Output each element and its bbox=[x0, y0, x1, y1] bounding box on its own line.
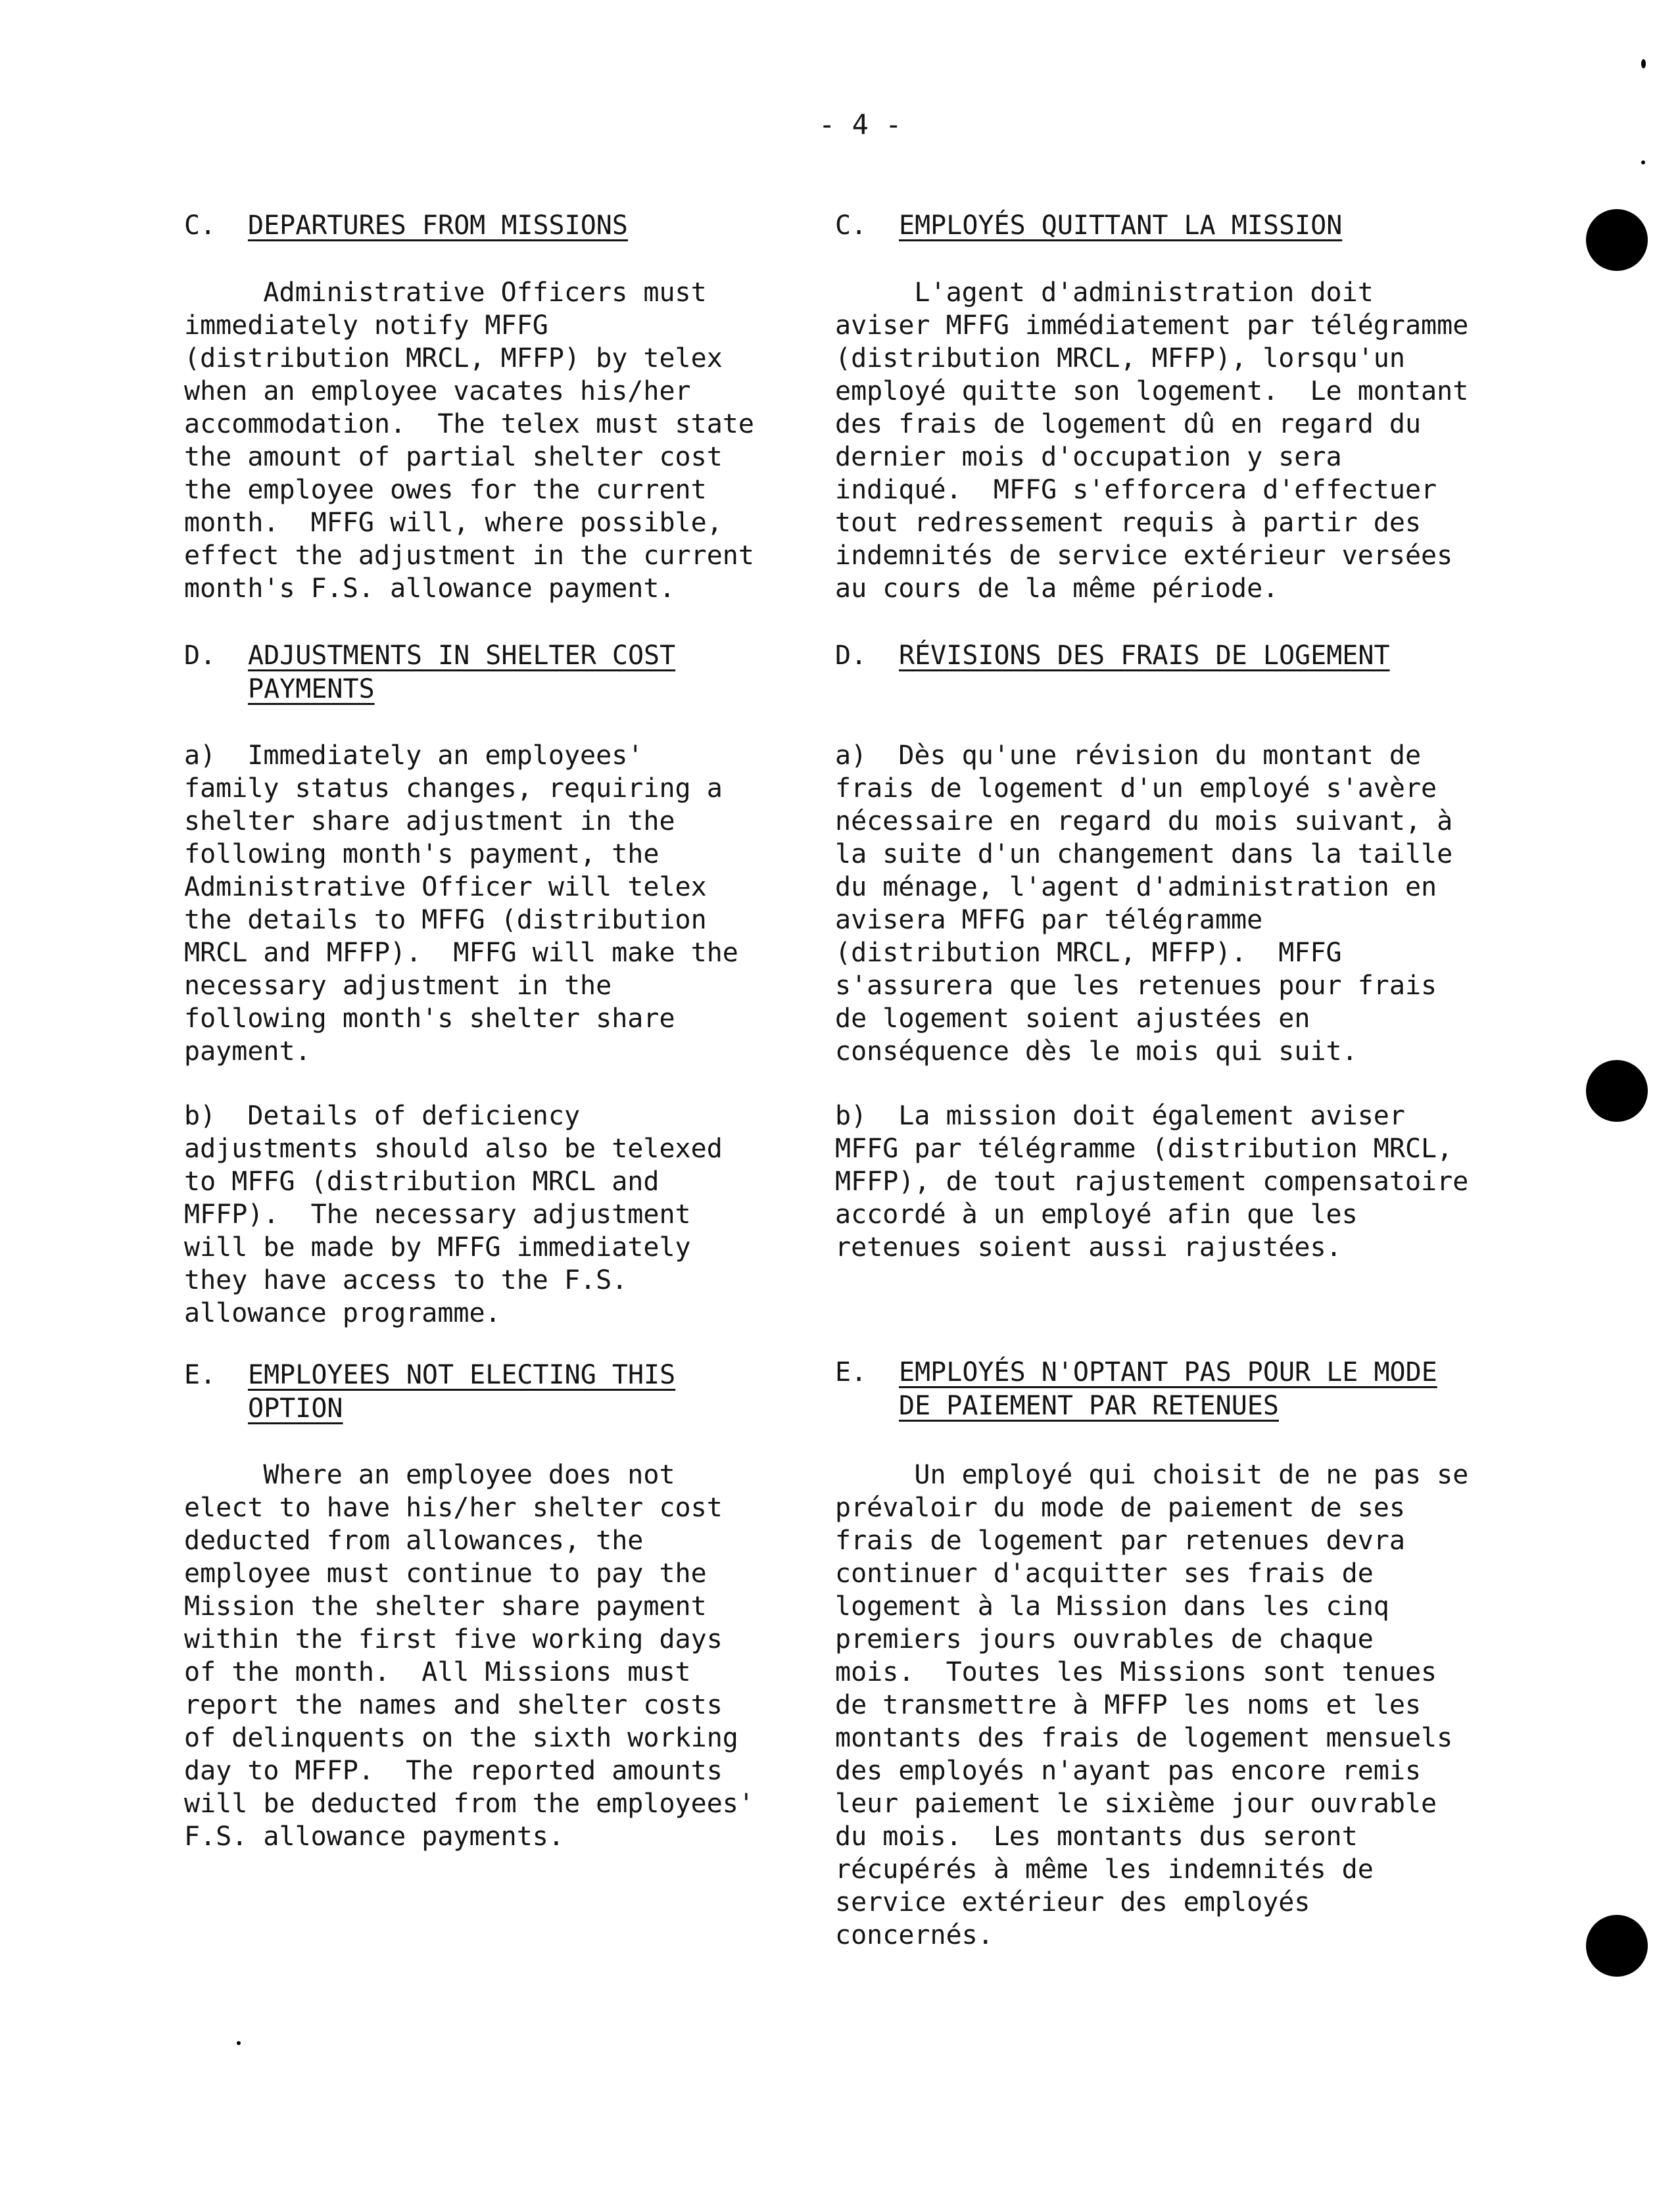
section-d-paragraph-b-en: b) Details of deficiency adjustments should also be telexed to MFFG (distribution MRCL and MFFP). The necessary adjustment will be made by MFFG immediately they have access to the F.S. allowance programme. bbox=[184, 1101, 723, 1328]
section-e-paragraph-en: Where an employee does not elect to have his/her shelter cost deducted from allowances, the employee must continue to pay the Mission the shelter share payment within the first five working days of the month. All Missions must report the names and shelter costs of delinquents on the sixth working day to MFFP. The reported amounts will be deducted from the employees' F.S. allowance payments. bbox=[184, 1460, 754, 1852]
section-letter: D. bbox=[184, 640, 216, 671]
section-e-paragraph-fr: Un employé qui choisit de ne pas se prévaloir du mode de paiement de ses frais de logement par retenues devra continuer d'acquitter ses frais de logement à la Mission dans les cinq premiers jours ouvrables de chaque mois. Toutes les Missions sont tenues de transmettre à MFFP les noms et les montants des frais de logement mensuels des employés n'ayant pas encore remis leur paiement le sixième jour ouvrable du mois. Les montants dus seront récupérés à même les indemnités de service extérieur des employés concernés. bbox=[835, 1460, 1469, 1950]
section-title: EMPLOYEES NOT ELECTING THIS OPTION bbox=[248, 1360, 676, 1424]
page-number: - 4 - bbox=[819, 109, 902, 141]
section-d-paragraph-a-fr: a) Dès qu'une révision du montant de frais de logement d'un employé s'avère nécessaire en regard du mois suivant, à la suite d'un changement dans la taille du ménage, l'agent d'administration en avisera MFFG par télégramme (distribution MRCL, MFFP). MFFG s'assurera que les retenues pour frais de logement soient ajustées en conséquence dès le mois qui suit. bbox=[835, 740, 1453, 1067]
scan-speck bbox=[237, 2041, 241, 2045]
section-c-paragraph-en: Administrative Officers must immediately notify MFFG (distribution MRCL, MFFP) by telex when an employee vacates his/her accommodation. The telex must state the amount of partial shelter cost the employee owes for the current month. MFFG will, where possible, effect the adjustment in the current month's F.S. allowance payment. bbox=[184, 277, 754, 604]
section-d-paragraph-a-en: a) Immediately an employees' family status changes, requiring a shelter share adjustment in the following month's payment, the Administrative Officer will telex the details to MFFG (distribution MRCL and MFFP). MFFG will make the necessary adjustment in the following month's shelter share payment. bbox=[184, 740, 738, 1067]
section-title: ADJUSTMENTS IN SHELTER COST PAYMENTS bbox=[248, 640, 676, 704]
binder-hole bbox=[1586, 1915, 1648, 1977]
section-letter: C. bbox=[184, 210, 216, 241]
section-d-paragraph-b-fr: b) La mission doit également aviser MFFG par télégramme (distribution MRCL, MFFP), de tout rajustement compensatoire accordé à un employé afin que les retenues soient aussi rajustées. bbox=[835, 1101, 1469, 1263]
binder-hole bbox=[1586, 1060, 1648, 1122]
binder-hole bbox=[1586, 209, 1648, 271]
section-letter: E. bbox=[835, 1357, 867, 1387]
section-title: EMPLOYÉS QUITTANT LA MISSION bbox=[899, 210, 1343, 241]
section-letter: E. bbox=[184, 1360, 216, 1390]
section-c-paragraph-fr: L'agent d'administration doit aviser MFFG immédiatement par télégramme (distribution MRCL, MFFP), lorsqu'un employé quitte son logement. Le montant des frais de logement dû en regard du dernier mois d'occupation y sera indiqué. MFFG s'efforcera d'effectuer tout redressement requis à partir des indemnités de service extérieur versées au cours de la même période. bbox=[835, 277, 1469, 604]
section-title: DEPARTURES FROM MISSIONS bbox=[248, 210, 628, 241]
section-letter: D. bbox=[835, 640, 867, 671]
section-title: RÉVISIONS DES FRAIS DE LOGEMENT bbox=[899, 640, 1390, 671]
section-letter: C. bbox=[835, 210, 867, 241]
scan-speck bbox=[1641, 59, 1646, 68]
scan-speck bbox=[1641, 160, 1645, 164]
section-title: EMPLOYÉS N'OPTANT PAS POUR LE MODE DE PAIEMENT PAR RETENUES bbox=[899, 1357, 1437, 1421]
